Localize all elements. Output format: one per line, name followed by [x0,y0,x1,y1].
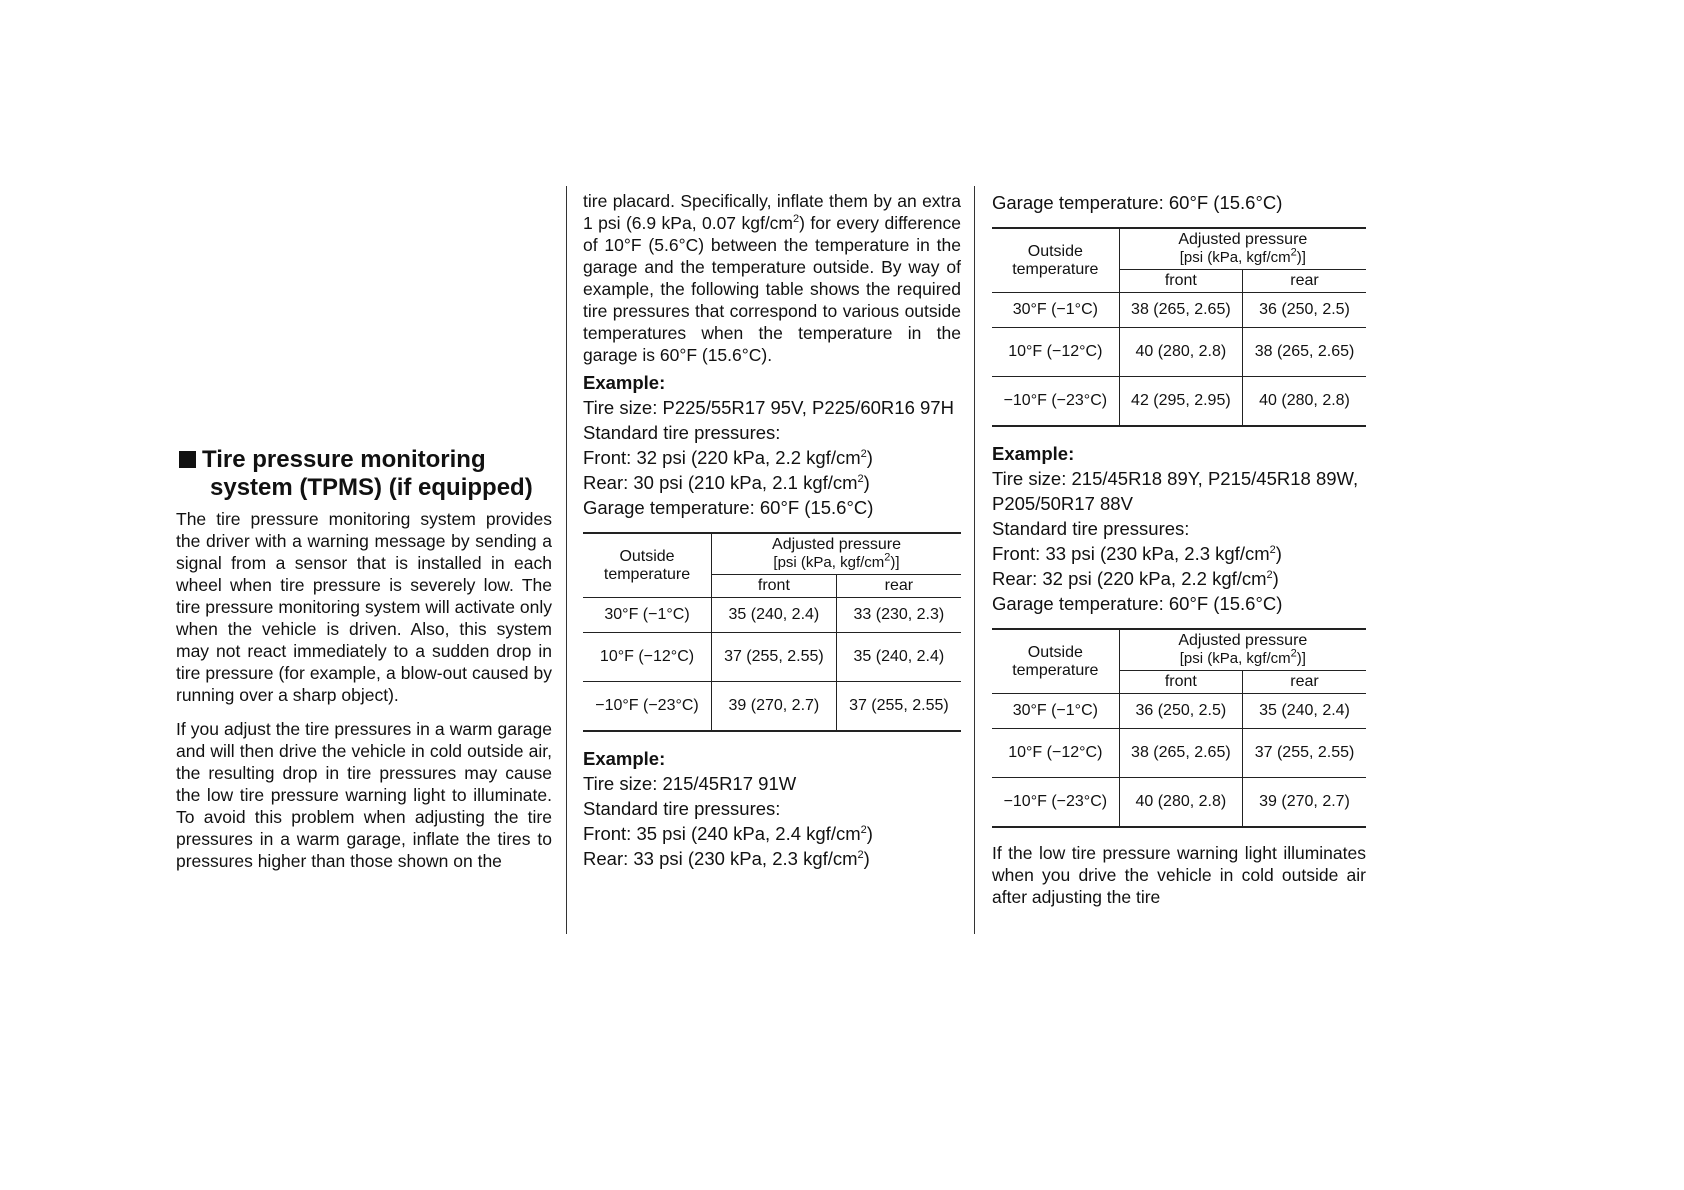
garage-temperature: Garage temperature: 60°F (15.6°C) [992,192,1283,213]
cell-rear: 33 (230, 2.3) [836,598,961,633]
header-outside-temperature: Outside temperature [992,228,1119,293]
closing-paragraph: If the low tire pressure warning light illuminates when you drive the vehicle in cold outside air after adjusting the tire [992,843,1366,907]
superscript: 2 [793,213,800,226]
example-label: Example: [992,443,1075,464]
cell-front: 38 (265, 2.65) [1119,293,1242,328]
warm-garage-paragraph: If you adjust the tire pressures in a warm garage and will then drive the vehicle in cold outside air, the resulting drop in tire pressures may cause the low tire pressure warning light to illuminate. To avoid this problem when adjusting the tire pressures in a warm garage, inflate the tires to pressures higher than those shown on the [176,719,552,871]
header-front: front [712,575,837,598]
pressure-table-3 [992,628,1366,828]
column-2 [583,190,961,871]
example-label: Example: [583,372,666,393]
front-pressure: Front: 33 psi (230 kPa, 2.3 kgf/$cm^2$) [992,543,1282,564]
cell-rear: 37 (255, 2.55) [1243,729,1366,778]
cell-rear: 39 (270, 2.7) [1243,778,1366,828]
standard-pressures-label: Standard tire pressures: [583,422,781,443]
cell-temp: 10°F (−12°C) [583,633,712,682]
pressure-table-1 [583,532,961,732]
table-row [992,328,1366,377]
cell-front: 39 (270, 2.7) [712,682,837,732]
table-row [583,682,961,732]
square-bullet-icon [179,451,196,468]
cell-front: 40 (280, 2.8) [1119,778,1242,828]
front-pressure: Front: 32 psi (220 kPa, 2.2 kgf/$cm^2$) [583,447,873,468]
header-adjusted-pressure: Adjusted pressure [psi (kPa, kgf/$cm^2$)] [712,533,961,575]
column-divider-left [566,186,567,934]
table-row [583,598,961,633]
header-adjusted-pressure: Adjusted pressure [psi (kPa, kgf/$cm^2$)] [1119,629,1366,671]
placard-paragraph [583,190,961,366]
heading-line-2: system (TPMS) (if equipped) [210,474,533,501]
rear-pressure: Rear: 33 psi (230 kPa, 2.3 kgf/$cm^2$) [583,848,870,869]
cell-rear: 36 (250, 2.5) [1243,293,1366,328]
example-label: Example: [583,748,666,769]
cell-temp: −10°F (−23°C) [583,682,712,732]
front-pressure: Front: 35 psi (240 kPa, 2.4 kgf/$cm^2$) [583,823,873,844]
cell-temp: 30°F (−1°C) [583,598,712,633]
cell-front: 40 (280, 2.8) [1119,328,1242,377]
standard-pressures-label: Standard tire pressures: [583,798,781,819]
header-outside-temperature: Outside temperature [992,629,1119,694]
garage-temperature: Garage temperature: 60°F (15.6°C) [583,497,874,518]
table-row [583,633,961,682]
placard-text-b: ) for every difference of 10°F (5.6°C) between the temperature in the garage and the temperature outside. By way of example, the following table shows the required tire pressures that correspond to various outside temperatures when the temperature in the garage is 60°F (15.6°C). [583,213,961,365]
column-3 [992,190,1366,908]
column-divider-right [974,186,975,934]
rear-pressure: Rear: 32 psi (220 kPa, 2.2 kgf/$cm^2$) [992,568,1279,589]
column-1 [176,446,552,872]
header-rear: rear [1243,671,1366,694]
rear-pressure: Rear: 30 psi (210 kPa, 2.1 kgf/$cm^2$) [583,472,870,493]
header-rear: rear [1243,270,1366,293]
tire-size: Tire size: 215/45R17 91W [583,773,797,794]
cell-front: 37 (255, 2.55) [712,633,837,682]
table-row [992,729,1366,778]
cell-front: 35 (240, 2.4) [712,598,837,633]
tire-size: Tire size: P225/55R17 95V, P225/60R16 97H [583,397,954,418]
intro-paragraph: The tire pressure monitoring system provides the driver with a warning message by sending a signal from a sensor that is installed in each wheel when tire pressure is severely low. The tire pressure monitoring system will activate only when the vehicle is driven. Also, this system may not react immediately to a sudden drop in tire pressure (for example, a blow-out caused by running over a sharp object). [176,509,552,705]
cell-front: 36 (250, 2.5) [1119,694,1242,729]
cell-temp: 30°F (−1°C) [992,694,1119,729]
garage-temperature: Garage temperature: 60°F (15.6°C) [992,593,1283,614]
section-heading [176,446,552,502]
cell-temp: 30°F (−1°C) [992,293,1119,328]
pressure-table-2 [992,227,1366,427]
cell-temp: 10°F (−12°C) [992,729,1119,778]
cell-front: 38 (265, 2.65) [1119,729,1242,778]
table-row [992,694,1366,729]
cell-rear: 37 (255, 2.55) [836,682,961,732]
table-row [992,377,1366,427]
header-outside-temperature: Outside temperature [583,533,712,598]
cell-temp: 10°F (−12°C) [992,328,1119,377]
header-front: front [1119,270,1242,293]
header-rear: rear [836,575,961,598]
cell-temp: −10°F (−23°C) [992,377,1119,427]
table-row [992,293,1366,328]
cell-rear: 35 (240, 2.4) [836,633,961,682]
header-adjusted-pressure: Adjusted pressure [psi (kPa, kgf/$cm^2$)] [1119,228,1366,270]
heading-line-1: Tire pressure monitoring [202,446,486,473]
header-front: front [1119,671,1242,694]
standard-pressures-label: Standard tire pressures: [992,518,1190,539]
table-row [992,778,1366,828]
cell-rear: 38 (265, 2.65) [1243,328,1366,377]
cell-rear: 35 (240, 2.4) [1243,694,1366,729]
tire-size: Tire size: 215/45R18 89Y, P215/45R18 89W, P205/50R17 88V [992,468,1359,514]
cell-temp: −10°F (−23°C) [992,778,1119,828]
placard-text-a: tire placard. Specifically, inflate them by an extra 1 psi (6.9 kPa, 0.07 kgf/cm [583,191,961,233]
cell-rear: 40 (280, 2.8) [1243,377,1366,427]
cell-front: 42 (295, 2.95) [1119,377,1242,427]
